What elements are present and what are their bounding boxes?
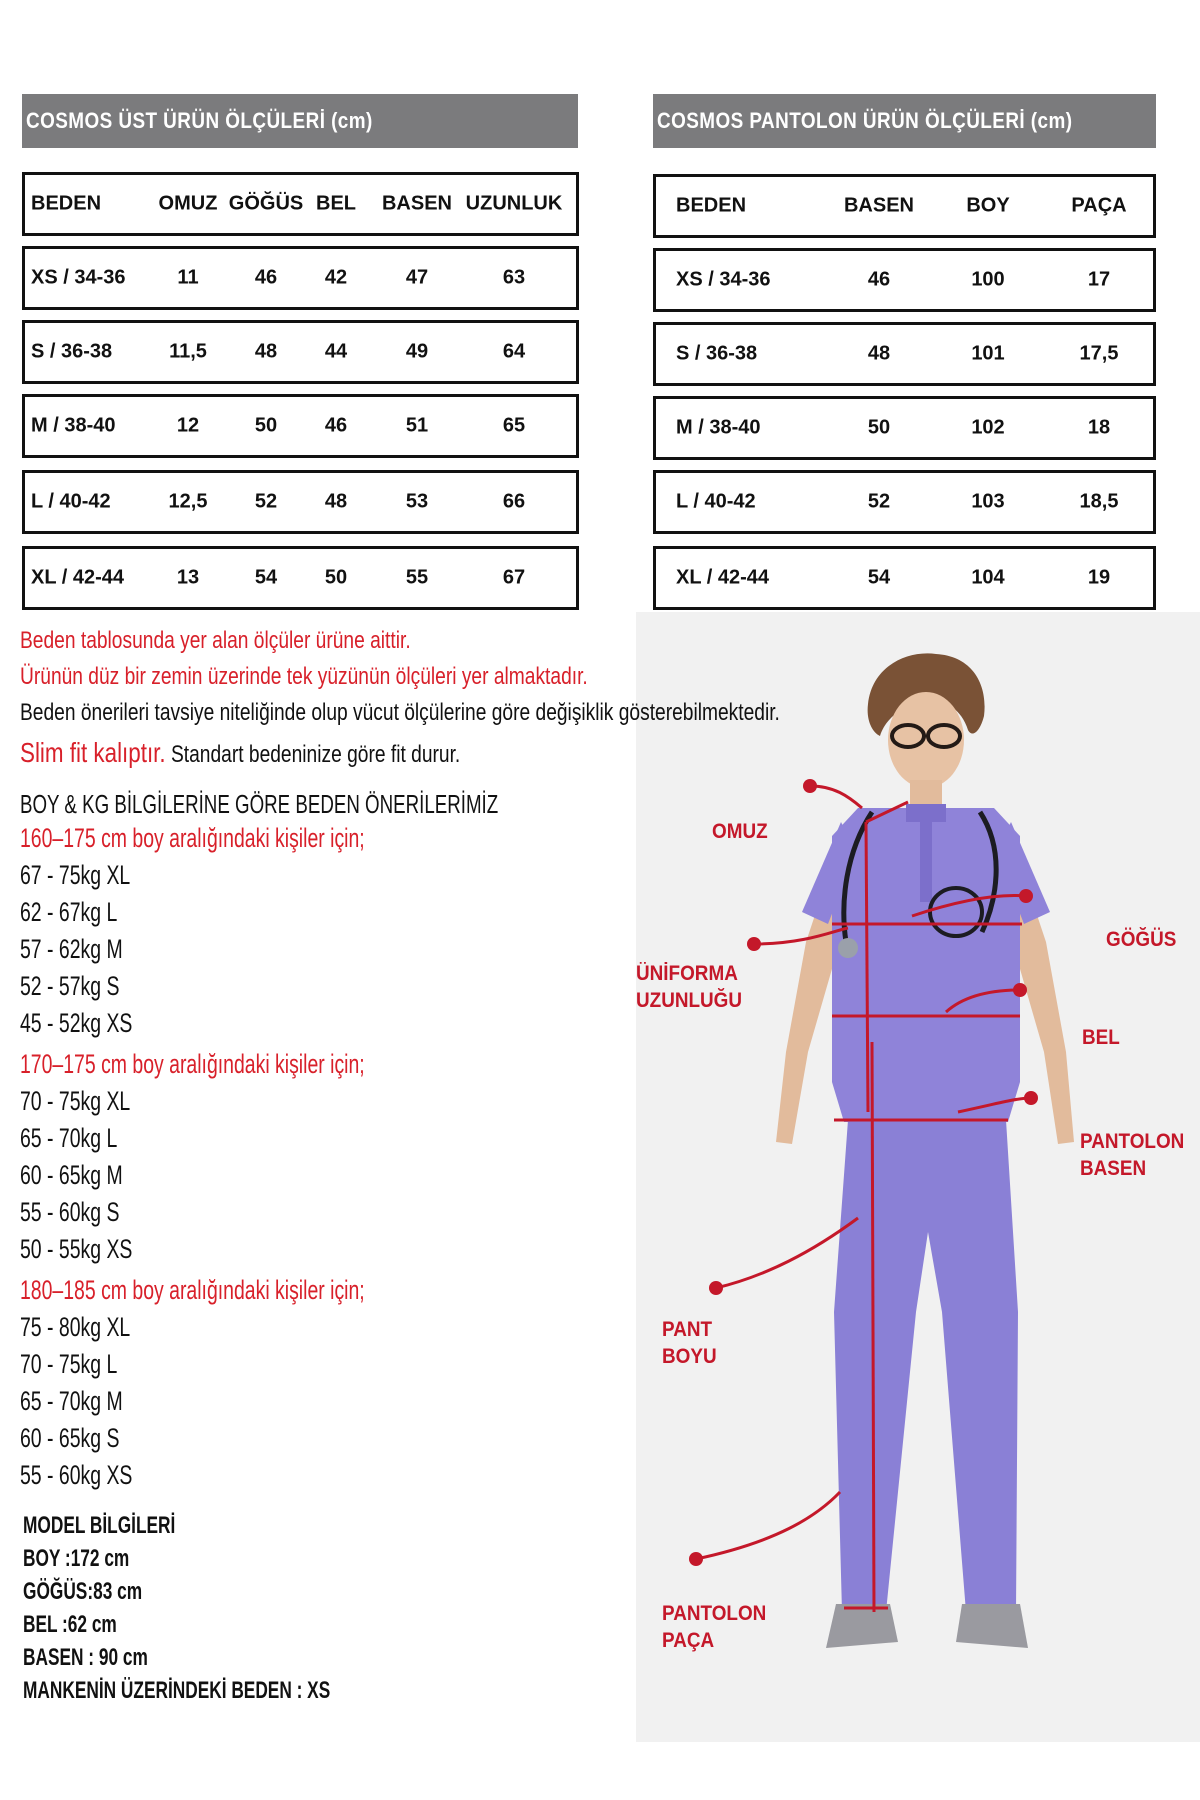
table-row bbox=[653, 546, 1156, 610]
table-row bbox=[653, 470, 1156, 534]
value-cell: 11 bbox=[177, 266, 199, 289]
header-gogus: GÖĞÜS bbox=[228, 192, 304, 215]
size-cell: S / 36-38 bbox=[31, 340, 113, 363]
group-title: 170–175 cm boy aralığındaki kişiler için; bbox=[20, 1049, 365, 1079]
size-cell: L / 40-42 bbox=[676, 490, 756, 513]
header-bel: BEL bbox=[316, 192, 356, 215]
value-cell: 13 bbox=[176, 566, 200, 589]
value-cell: 104 bbox=[971, 566, 1005, 589]
size-cell: M / 38-40 bbox=[31, 414, 116, 437]
value-cell: 49 bbox=[405, 340, 429, 363]
header-uzunluk: UZUNLUK bbox=[465, 192, 563, 215]
value-cell: 51 bbox=[405, 414, 429, 437]
value-cell: 53 bbox=[405, 490, 429, 513]
size-cell: S / 36-38 bbox=[676, 342, 758, 365]
value-cell: 102 bbox=[971, 416, 1005, 439]
value-cell: 64 bbox=[502, 340, 526, 363]
size-cell: L / 40-42 bbox=[31, 490, 111, 513]
model-height: BOY :172 cm bbox=[23, 1545, 130, 1572]
note-line-1: Beden tablosunda yer alan ölçüler ürüne aittir. bbox=[20, 627, 411, 654]
list-item: 62 - 67kg L bbox=[20, 897, 118, 927]
value-cell: 17,5 bbox=[1079, 342, 1119, 365]
value-cell: 18,5 bbox=[1079, 490, 1119, 513]
header-beden: BEDEN bbox=[31, 192, 102, 215]
note-line-2: Ürünün düz bir zemin üzerinde tek yüzünün ölçüleri yer almaktadır. bbox=[20, 663, 588, 690]
list-item: 52 - 57kg S bbox=[20, 971, 120, 1001]
table-row bbox=[22, 546, 579, 610]
value-cell: 50 bbox=[254, 414, 278, 437]
top-table-title: COSMOS ÜST ÜRÜN ÖLÇÜLERİ (cm) bbox=[22, 94, 578, 148]
label-pantolon-basen: PANTOLON BASEN bbox=[1080, 1130, 1185, 1180]
table-row bbox=[653, 322, 1156, 386]
value-cell: 18 bbox=[1087, 416, 1111, 439]
value-cell: 54 bbox=[867, 566, 891, 589]
value-cell: 48 bbox=[324, 490, 348, 513]
label-gogus: GÖĞÜS bbox=[1106, 928, 1177, 951]
table-row bbox=[22, 246, 579, 310]
value-cell: 100 bbox=[971, 268, 1005, 291]
header-omuz: OMUZ bbox=[158, 192, 218, 215]
header-beden: BEDEN bbox=[676, 194, 747, 217]
header-paca: PAÇA bbox=[1071, 194, 1127, 217]
value-cell: 63 bbox=[502, 266, 526, 289]
value-cell: 52 bbox=[254, 490, 278, 513]
value-cell: 50 bbox=[324, 566, 348, 589]
value-cell: 46 bbox=[254, 266, 278, 289]
header-basen: BASEN bbox=[843, 194, 915, 217]
label-pantolon-paca: PANTOLON PAÇA bbox=[662, 1602, 767, 1652]
model-chest: GÖĞÜS:83 cm bbox=[23, 1578, 143, 1605]
note-line-4 bbox=[20, 737, 570, 769]
model-size-worn: MANKENİN ÜZERİNDEKİ BEDEN : XS bbox=[23, 1677, 331, 1704]
value-cell: 67 bbox=[502, 566, 526, 589]
list-item: 55 - 60kg XS bbox=[20, 1460, 133, 1490]
header-boy: BOY bbox=[966, 194, 1010, 217]
value-cell: 12 bbox=[176, 414, 200, 437]
list-item: 75 - 80kg XL bbox=[20, 1312, 131, 1342]
list-item: 45 - 52kg XS bbox=[20, 1008, 133, 1038]
model-info-heading: MODEL BİLGİLERİ bbox=[23, 1512, 176, 1539]
recommendation-heading: BOY & KG BİLGİLERİNE GÖRE BEDEN ÖNERİLERİMİZ bbox=[20, 789, 499, 819]
note-line-3: Beden önerileri tavsiye niteliğinde olup vücut ölçülerine göre değişiklik gösterebilmektedir. bbox=[20, 699, 780, 726]
value-cell: 48 bbox=[867, 342, 891, 365]
value-cell: 11,5 bbox=[169, 340, 207, 363]
list-item: 50 - 55kg XS bbox=[20, 1234, 133, 1264]
pants-table-header-row bbox=[653, 174, 1156, 238]
standard-fit-note: Standart bedeninize göre fit durur. bbox=[170, 741, 461, 768]
list-item: 57 - 62kg M bbox=[20, 934, 123, 964]
value-cell: 46 bbox=[324, 414, 348, 437]
model-waist: BEL :62 cm bbox=[23, 1611, 117, 1638]
table-row bbox=[653, 396, 1156, 460]
size-cell: XL / 42-44 bbox=[676, 566, 770, 589]
value-cell: 55 bbox=[405, 566, 429, 589]
value-cell: 12,5 bbox=[168, 490, 208, 513]
list-item: 67 - 75kg XL bbox=[20, 860, 131, 890]
value-cell: 44 bbox=[324, 340, 348, 363]
value-cell: 46 bbox=[867, 268, 891, 291]
list-item: 70 - 75kg XL bbox=[20, 1086, 131, 1116]
table-row bbox=[653, 248, 1156, 312]
group-title: 160–175 cm boy aralığındaki kişiler için; bbox=[20, 823, 365, 853]
list-item: 65 - 70kg M bbox=[20, 1386, 123, 1416]
list-item: 55 - 60kg S bbox=[20, 1197, 120, 1227]
value-cell: 19 bbox=[1087, 566, 1111, 589]
value-cell: 50 bbox=[867, 416, 891, 439]
size-cell: XS / 34-36 bbox=[31, 266, 126, 289]
table-row bbox=[22, 470, 579, 534]
value-cell: 47 bbox=[405, 266, 429, 289]
slim-fit-note: Slim fit kalıptır. bbox=[20, 737, 166, 768]
value-cell: 17 bbox=[1087, 268, 1111, 291]
list-item: 65 - 70kg L bbox=[20, 1123, 118, 1153]
list-item: 70 - 75kg L bbox=[20, 1349, 118, 1379]
value-cell: 52 bbox=[867, 490, 891, 513]
table-row bbox=[22, 394, 579, 458]
label-uniforma-uzunlugu: ÜNİFORMA UZUNLUĞU bbox=[636, 962, 743, 1012]
size-cell: XL / 42-44 bbox=[31, 566, 125, 589]
label-pant-boyu: PANT BOYU bbox=[662, 1318, 717, 1368]
table-row bbox=[22, 320, 579, 384]
top-table-header-row bbox=[22, 172, 579, 236]
value-cell: 66 bbox=[502, 490, 526, 513]
header-basen: BASEN bbox=[381, 192, 453, 215]
label-omuz: OMUZ bbox=[712, 820, 768, 843]
value-cell: 54 bbox=[254, 566, 278, 589]
size-cell: M / 38-40 bbox=[676, 416, 761, 439]
value-cell: 103 bbox=[971, 490, 1005, 513]
list-item: 60 - 65kg S bbox=[20, 1423, 120, 1453]
label-bel: BEL bbox=[1082, 1026, 1120, 1049]
pants-table-title: COSMOS PANTOLON ÜRÜN ÖLÇÜLERİ (cm) bbox=[653, 94, 1156, 148]
value-cell: 101 bbox=[971, 342, 1005, 365]
value-cell: 48 bbox=[254, 340, 278, 363]
size-cell: XS / 34-36 bbox=[676, 268, 771, 291]
value-cell: 65 bbox=[502, 414, 526, 437]
model-hip: BASEN : 90 cm bbox=[23, 1644, 148, 1671]
group-title: 180–185 cm boy aralığındaki kişiler için; bbox=[20, 1275, 365, 1305]
value-cell: 42 bbox=[324, 266, 348, 289]
list-item: 60 - 65kg M bbox=[20, 1160, 123, 1190]
model-photo bbox=[636, 612, 1200, 1742]
